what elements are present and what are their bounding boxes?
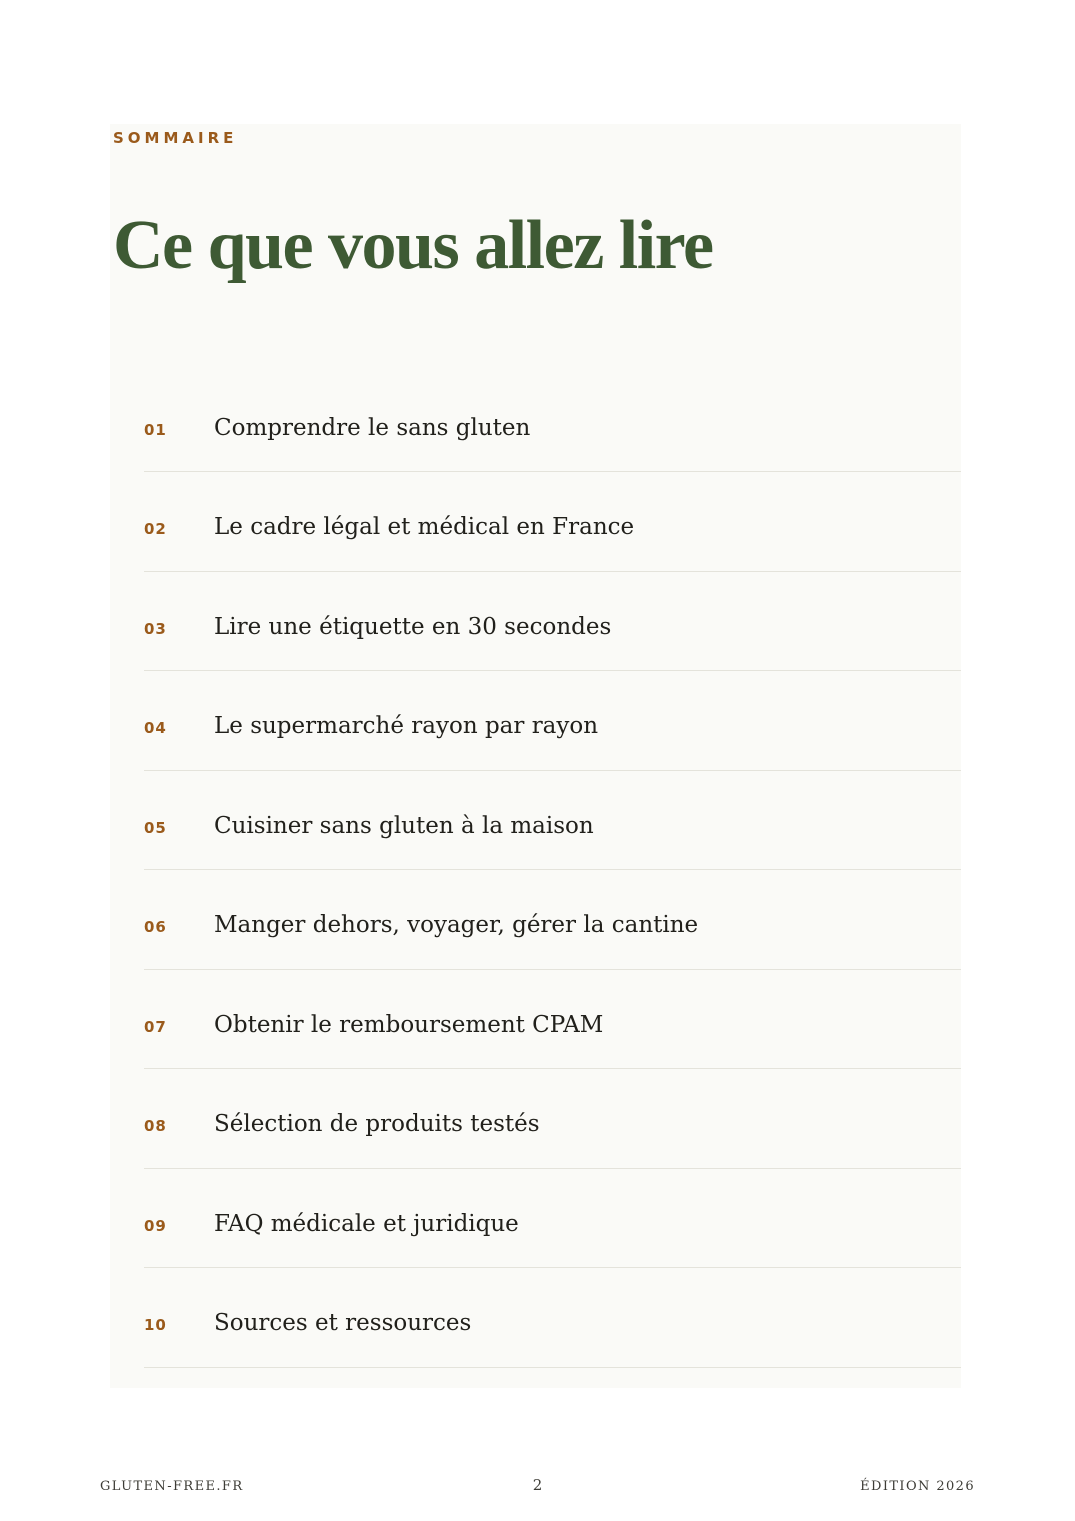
- toc-item-09[interactable]: [144, 1169, 961, 1269]
- toc-item-01[interactable]: [144, 373, 961, 473]
- toc-item-number: 10: [144, 1316, 167, 1334]
- toc-item-10[interactable]: [144, 1268, 961, 1368]
- footer-page-number: 2: [532, 1476, 543, 1494]
- toc-item-number: 04: [144, 719, 167, 737]
- toc-item-07[interactable]: [144, 970, 961, 1070]
- toc-item-number: 01: [144, 420, 167, 439]
- footer-site-name: GLUTEN-FREE.FR: [100, 1479, 244, 1494]
- toc-item-label: Le supermarché rayon par rayon: [214, 713, 599, 739]
- toc-item-04[interactable]: [144, 671, 961, 771]
- toc-item-number: 05: [144, 818, 167, 837]
- page-title: Ce que vous allez lire: [113, 206, 713, 284]
- toc-item-label: Comprendre le sans gluten: [214, 414, 531, 441]
- toc-item-label: Sélection de produits testés: [214, 1111, 540, 1137]
- toc-item-number: 06: [144, 918, 167, 936]
- toc-item-02[interactable]: [144, 472, 961, 572]
- toc-item-number: 02: [144, 520, 167, 538]
- toc-item-number: 03: [144, 619, 167, 638]
- toc-item-08[interactable]: [144, 1069, 961, 1169]
- toc-item-number: 07: [144, 1017, 167, 1036]
- toc-item-06[interactable]: [144, 870, 961, 970]
- footer-edition: ÉDITION 2026: [860, 1479, 976, 1494]
- toc-list: [144, 373, 961, 1368]
- toc-item-label: FAQ médicale et juridique: [214, 1210, 519, 1237]
- toc-item-label: Sources et ressources: [214, 1310, 472, 1336]
- toc-item-05[interactable]: [144, 771, 961, 871]
- section-eyebrow: SOMMAIRE: [113, 129, 238, 147]
- toc-item-label: Le cadre légal et médical en France: [214, 514, 635, 540]
- page-footer: [100, 1476, 975, 1494]
- toc-item-number: 08: [144, 1117, 167, 1135]
- toc-item-label: Manger dehors, voyager, gérer la cantine: [214, 912, 699, 938]
- toc-item-label: Lire une étiquette en 30 secondes: [214, 613, 612, 640]
- toc-item-label: Cuisiner sans gluten à la maison: [214, 812, 594, 839]
- toc-item-number: 09: [144, 1216, 167, 1235]
- toc-item-label: Obtenir le remboursement CPAM: [214, 1011, 604, 1038]
- toc-item-03[interactable]: [144, 572, 961, 672]
- sommaire-panel: [110, 124, 961, 1388]
